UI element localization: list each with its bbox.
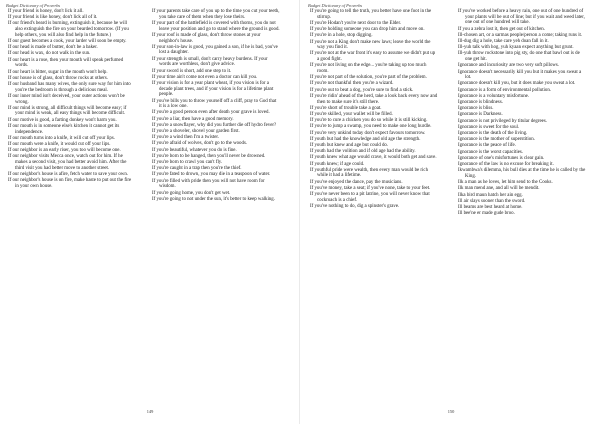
proverb-entry: Ignorance doesn't necessarily kill you but it makes you sweat a lot. — [458, 69, 582, 81]
proverb-entry: Ignorance is a voluntary misfortune. — [458, 93, 530, 99]
proverb-entry: If our house is of glass, don't throw rocks at others. — [8, 75, 109, 81]
proverb-entry: If our neighbor's house is afire, fetch water to save your own. — [8, 171, 128, 177]
proverb-entry: If you're a wind then I'm a twister. — [152, 135, 219, 141]
proverb-entry: Ignorance is a form of environmental pollution. — [458, 87, 552, 93]
proverb-entry: If our motive is good, a farting donkey won't harm you. — [8, 117, 117, 123]
proverb-entry: If you've never been to a pit latrine, you will never know that cockroach is a chief. — [310, 192, 430, 203]
proverb-entry: If our heart is bitter, sugar in the mouth won't help. — [8, 69, 108, 75]
proverb-entry: If youthful pride were wealth, then every man would be rich while it had a lifetime. — [310, 167, 429, 179]
proverb-entry: If you're going to not under the sun, it's better to keep walking. — [152, 196, 275, 202]
right-column-1 — [310, 9, 438, 210]
proverb-entry: If your son-in-law is good, you gained a son, if he is bad, you've lost a daughter. — [152, 44, 278, 56]
left-column-1 — [8, 9, 136, 190]
proverb-entry: If your vision is for a year plant wheat, if you vision is for a decade plant trees, and if your vision is for a lifetime plant people. — [152, 80, 274, 98]
proverb-entry: If our head is made of butter, don't be a baker. — [8, 45, 98, 51]
running-header: Budget Dictionary of Proverbs — [6, 3, 61, 8]
proverb-entry: If you're not living on the edge... you're taking up too much room. — [310, 63, 427, 75]
proverb-entry: If youth knew; if age could. — [310, 161, 365, 167]
proverb-entry: Ignorance is not privileged by titular degrees. — [458, 118, 547, 124]
proverb-entry: If you're afraid of wolves, don't go to the woods. — [152, 141, 248, 147]
running-header: Budget Dictionary of Proverbs — [308, 3, 363, 8]
proverb-entry: Ignorance is Darkness. — [458, 112, 503, 118]
proverb-entry: Ignorance is the worst capacities. — [458, 149, 524, 155]
right-page — [300, 0, 600, 424]
proverb-entry: If our neighbor visits Mecca once, watch out for him. If he makes a second visit, you had better avoid him. After the third visit you had better move to another street. — [8, 154, 127, 171]
proverb-entry: Ignorance is the mother of superstition. — [458, 137, 535, 143]
proverb-entry: If your sword is short, add one step to it. — [152, 68, 232, 74]
proverb-entry: If you're in a hole, stop digging. — [310, 33, 373, 39]
proverb-entry: If your parents take care of you up to the time you cut your teeth, you take care of them when they lose theirs. — [152, 9, 280, 20]
proverb-entry: If our inner mind isn't deceived, your outer actions won't be wrong. — [8, 93, 125, 105]
proverb-entry: Ignorance of the law is no excuse for breaking it. — [458, 162, 554, 168]
proverb-entry: If you're to jump a swamp, you need to make one long hurdle. — [310, 124, 432, 130]
proverb-entry: Ilka bird maun hatch her ain egg. — [458, 192, 523, 198]
proverb-entry: If our friend's beard is burning, extinguish it, because he will also extinguish the fire on your bearded tomorrow. (If you help others, you will also find help in the future.) — [8, 21, 129, 38]
proverb-entry: If you've money, take a seat; if you've none, take to your feet. — [310, 185, 431, 191]
proverb-entry: Ill beams are best heard at home. — [458, 205, 523, 210]
proverb-entry: If you're holding someone you can drop him and move on. — [310, 27, 425, 33]
proverb-entry: If your friend is like honey, don't lick all of it. — [8, 15, 98, 21]
proverb-entry: If your roof is made of glass, don't throw stones at your neighbor's house. — [152, 32, 261, 44]
proverb-entry: If you've bills you to throw yourself off a cliff, pray to God that it is a low one. — [152, 98, 277, 110]
proverb-entry: If our mouth turns into a knife, it will cut off your lips. — [8, 135, 115, 141]
proverb-entry: If our mouth is in someone else's kitchen it cannot get its independence. — [8, 123, 120, 135]
page-number: 150 — [447, 409, 455, 414]
proverb-entry: If you a zebra lost it, then get out of kitchen. — [458, 26, 545, 32]
page-number: 149 — [146, 409, 154, 414]
proverb-entry: Ignorance is the peace of life. — [458, 143, 516, 149]
proverb-entry: If you're skilled, your wallet will be filled. — [310, 111, 393, 117]
proverb-entry: Ill air slays sooner than the sword. — [458, 198, 526, 204]
proverb-entry: Ill-dug dig a hole, take care yeh doan fall in it. — [458, 39, 549, 45]
proverb-entry: If you're going to tell the truth, you better have one foot in the stirrup. — [310, 9, 432, 20]
proverb-entry: If you've nothing to do, dig a spinster's grave. — [310, 204, 400, 209]
proverb-entry: If you're filled with pride then you will not have room for wisdom. — [152, 178, 265, 190]
proverb-entry: If you're beautiful, whatever you do is fine. — [152, 147, 237, 153]
proverb-entry: If our mouth were a knife, it would cut off your lips. — [8, 141, 111, 147]
proverb-entry: If your part of the battlefield is covered with thorns, you do not leave your position and go to stand where the ground is good. — [152, 20, 280, 32]
proverb-entry: Ill-yuh talk with hog, yuh kyaan expect anything but grunt. — [458, 45, 574, 51]
proverb-entry: Ignorance is blindness. — [458, 100, 503, 106]
proverb-entry: If you're Hodan't you're next door to the Elder. — [310, 20, 402, 26]
proverb-entry: If you're not at the war front it's easy to assume we didn't put up a good fight. — [310, 51, 436, 63]
proverb-entry: If you're not a King don't make new laws; leave the world the way you find it. — [310, 39, 431, 51]
proverb-entry: If you're not part of the solution, you're part of the problem. — [310, 75, 427, 81]
proverb-entry: If our heart is a rose, then your mouth will speak perfumed words. — [8, 57, 124, 69]
proverb-entry: If you're a good person even after death your grave is loved. — [152, 110, 270, 116]
left-column-2 — [152, 9, 280, 203]
proverb-entry: If you're born to crawl you can't fly. — [152, 160, 223, 166]
proverb-entry: Ilk man mend ane, and all will be mendit. — [458, 186, 540, 192]
proverb-entry: If you're short of trouble take a goat. — [310, 105, 382, 111]
proverb-entry: If our head is wax, do not walk in the sun. — [8, 51, 91, 57]
proverb-entry: If you're a snowflayer, why did you further die off hydro fever? — [152, 122, 277, 128]
proverb-entry: If our guest becomes a cook, your larder will soon be empty. — [8, 39, 127, 45]
proverb-entry: If our mind is strong, all difficult things will become easy; if your mind is weak, all easy things will become difficult. — [8, 105, 127, 117]
proverb-entry: Ignorance is bliss. — [458, 106, 494, 112]
proverb-entry: If you're going home, you don't get wet. — [152, 190, 231, 196]
proverb-entry: If you're fated to drown, you may die in a teaspoon of water. — [152, 172, 271, 178]
proverb-entry: Ikwambwa's dilemma, his bull dies at the time he is called by the King. — [458, 168, 586, 179]
proverb-entry: If you've worked before a heavy rain, one out of one hundred of your plants will be out of line; but if you wait and weed later, one out of one hundred will take. — [458, 9, 585, 26]
proverb-entry: If you're ridin' ahead of the herd, take a look back every now and then to make sure it's still there. — [310, 93, 438, 105]
proverb-entry: If our husband has many wives, the only sure way for him into you're the bedroom is through a delicious meal. — [8, 81, 131, 93]
proverb-entry: Ill bee'ne er made gude broo. — [458, 211, 515, 217]
proverb-entry: Ill-chosen art, or a sarmas people/person a come; taking runs it. — [458, 32, 583, 38]
proverb-entry: If our neighbor's house is on fire, make haste to put out the fire in your own house. — [8, 178, 132, 189]
proverb-entry: Ignorance is sweet for the soul. — [458, 124, 520, 130]
proverb-entry: Ilk a man as he loves, let him send to the Cooks. — [458, 180, 553, 186]
proverb-entry: If our neighbor is an early riser, you too will become one. — [8, 148, 121, 154]
proverb-entry: Ignorance of one's misfortunes is clear gain. — [458, 155, 545, 161]
proverb-entry: If youth but had the knowledge and old age the strength. — [310, 136, 421, 142]
proverb-entry: If your time ain't come not even a doctor can kill you. — [152, 74, 258, 80]
proverb-entry: Ignorance and incuriosity are two very soft pillows. — [458, 63, 560, 69]
proverb-entry: If youth but knew and age but could do. — [310, 142, 389, 148]
proverb-entry: If you're very unkind today don't expect favours tomorrow. — [310, 130, 426, 136]
proverb-entry: If youth knew what age would crave, it would both get and save. — [310, 155, 437, 161]
proverb-entry: If you're a shoveler, shovel your garden first. — [152, 129, 240, 135]
proverb-entry: If you're a liar, then have a good memory. — [152, 116, 234, 122]
proverb-entry: If you're out to beat a dog, you're sure to find a stick. — [310, 87, 414, 93]
right-column-2 — [458, 9, 586, 217]
proverb-entry: If you're born to be hanged, then you'll never be drowned. — [152, 153, 266, 159]
proverb-entry: If you've enjoyed the dance, pay the musicians. — [310, 179, 403, 185]
proverb-entry: Ignorance doesn't kill you, but it does make you sweat a lot. — [458, 81, 576, 87]
proverb-entry: If your friend is honey, don't lick it all. — [8, 9, 84, 14]
proverb-entry: Ignorance is the death of the living. — [458, 131, 528, 137]
proverb-entry: Ill-yuh throw rockstone into pig sty, do one that bawl out is de one get hit. — [458, 51, 580, 63]
proverb-entry: If you're not thankful then you're a wizard. — [310, 81, 394, 87]
proverb-entry: If you're caught in a trap then you're the thief. — [152, 166, 242, 172]
proverb-entry: If youth had the volition and if old age had the ability. — [310, 149, 416, 155]
proverb-entry: If you're to cure a chicken you do so while it is still kicking. — [310, 118, 428, 124]
proverb-entry: If your strength is small, don't carry heavy burdens. If your words are worthless, don't give advice. — [152, 56, 268, 68]
